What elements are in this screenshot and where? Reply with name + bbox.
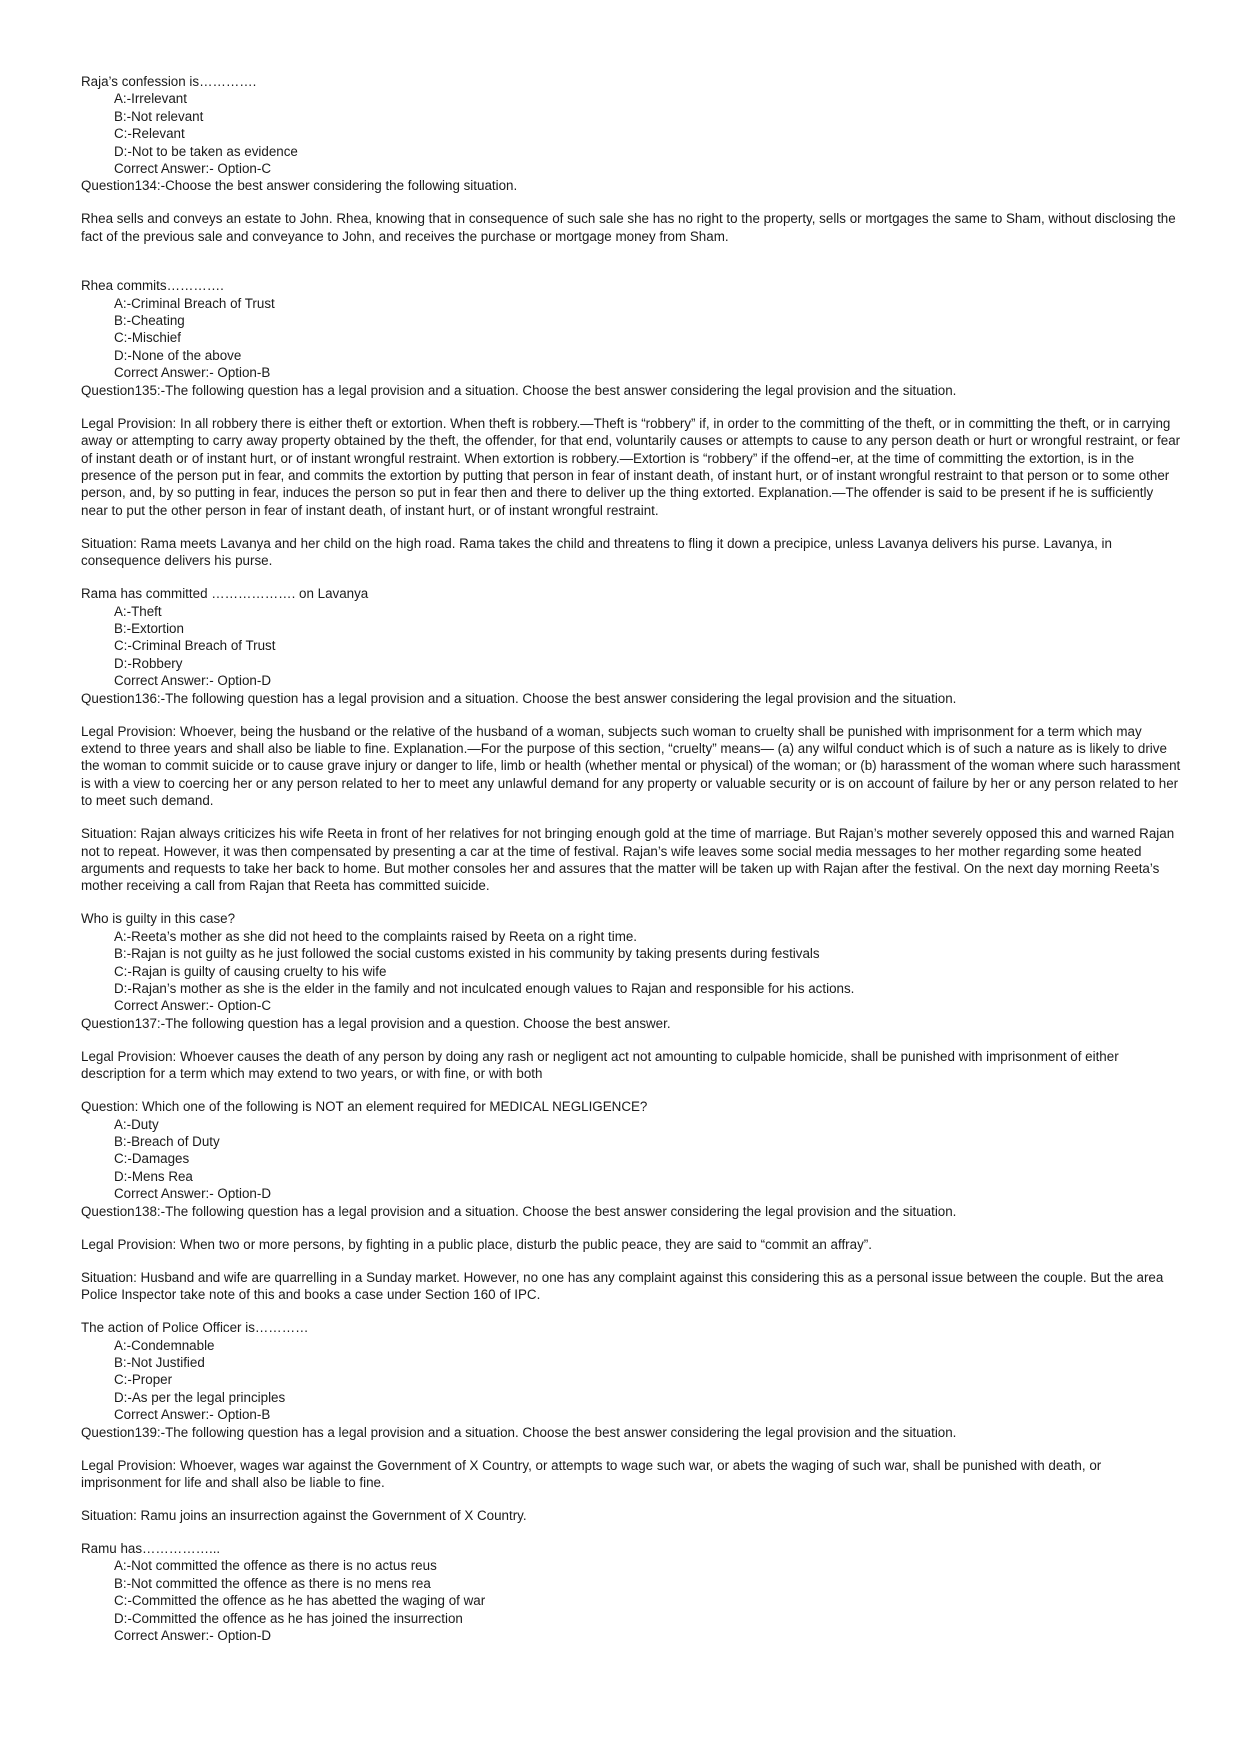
situation-text: Situation: Rama meets Lavanya and her child on the high road. Rama takes the child and threatens to fling it down a precipice, unless Lavanya delivers his purse. Lavanya, in consequence delivers his purse. (81, 535, 1112, 569)
correct-answer: Correct Answer:- Option-B (114, 365, 271, 381)
option-b: B:-Not Justified (114, 1354, 205, 1370)
option-c: C:-Mischief (114, 330, 181, 346)
option-b: B:-Extortion (114, 620, 184, 636)
question-stem: Who is guilty in this case? (81, 911, 236, 927)
question-header: Question136:-The following question has a legal provision and a situation. Choose the best answer considering the legal provision and the situation. (81, 690, 957, 706)
option-a: A:-Duty (114, 1116, 159, 1132)
option-d: D:-Committed the offence as he has joined the insurrection (114, 1610, 463, 1626)
correct-answer: Correct Answer:- Option-D (114, 1627, 272, 1643)
question-header: Question138:-The following question has a legal provision and a situation. Choose the best answer considering the legal provision and the situation. (81, 1203, 957, 1219)
option-d: D:-As per the legal principles (114, 1389, 286, 1405)
correct-answer: Correct Answer:- Option-B (114, 1407, 271, 1423)
option-c: C:-Committed the offence as he has abetted the waging of war (114, 1593, 486, 1609)
option-d: D:-Not to be taken as evidence (114, 143, 298, 159)
legal-provision-text: Legal Provision: Whoever, being the husband or the relative of the husband of a woman, subjects such woman to cruelty shall be punished with imprisonment for a term which may extend to three years and shall also be liable to fine. Explanation.—For the purpose of this section, “cruelty” means— (a) any wilful conduct which is of such a nature as is likely to drive the woman to commit suicide or to cause grave injury or danger to life, limb or health (whether mental or physical) of the woman; or (b) harassment of the woman where such harassment is with a view to coercing her or any person related to her to meet any unlawful demand for any property or valuable security or is on account of failure by her or any person related to her to meet such demand. (81, 723, 1181, 809)
question-stem: Question: Which one of the following is NOT an element required for MEDICAL NEGLIGENCE? (81, 1099, 648, 1115)
option-b: B:-Rajan is not guilty as he just followed the social customs existed in his community by taking presents during festivals (114, 946, 820, 962)
option-a: A:-Irrelevant (114, 91, 187, 107)
option-d: D:-None of the above (114, 347, 242, 363)
legal-provision-text: Legal Provision: In all robbery there is either theft or extortion. When theft is robbery.—Theft is “robbery” if, in order to the committing of the theft, or in committing the theft, or in carrying away or attempting to carry away property obtained by the theft, the offender, for that end, voluntarily causes or attempts to cause to any person death or hurt or wrongful restraint, or fear of instant death or of instant hurt, or of instant wrongful restraint. When extortion is robbery.—Extortion is “robbery” if the offend¬er, at the time of committing the extortion, is in the presence of the person put in fear, and commits the extortion by putting that person in fear of instant death, of instant hurt, or of instant wrongful restraint to that person or to some other person, and, by so putting in fear, induces the person so put in fear then and there to deliver up the thing extorted. Explanation.—The offender is said to be present if he is sufficiently near to put the other person in fear of instant death, of instant hurt, or of instant wrongful restraint. (81, 415, 1181, 518)
legal-provision-text: Legal Provision: Whoever, wages war against the Government of X Country, or attempts to wage such war, or abets the waging of such war, shall be punished with death, or imprisonment for life and shall also be liable to fine. (81, 1457, 1102, 1490)
correct-answer: Correct Answer:- Option-C (114, 998, 272, 1014)
question-stem: Rama has committed ………………. on Lavanya (81, 586, 369, 602)
situation-text: Situation: Ramu joins an insurrection against the Government of X Country. (81, 1507, 527, 1523)
question-header: Question139:-The following question has a legal provision and a situation. Choose the best answer considering the legal provision and the situation. (81, 1424, 957, 1440)
option-c: C:-Proper (114, 1372, 173, 1388)
option-b: B:-Breach of Duty (114, 1134, 220, 1150)
legal-provision-text: Legal Provision: Whoever causes the death of any person by doing any rash or negligent act not amounting to culpable homicide, shall be punished with imprisonment of either description for a term which may extend to two years, or with fine, or with both (81, 1048, 1119, 1082)
situation-text: Rhea sells and conveys an estate to John. Rhea, knowing that in consequence of such sale she has no right to the property, sells or mortgages the same to Sham, without disclosing the fact of the previous sale and conveyance to John, and receives the purchase or mortgage money from Sham. (81, 211, 1176, 244)
question-stem: The action of Police Officer is………… (81, 1320, 309, 1336)
option-a: A:-Reeta’s mother as she did not heed to the complaints raised by Reeta on a right time. (114, 928, 638, 944)
option-c: C:-Criminal Breach of Trust (114, 638, 276, 654)
correct-answer: Correct Answer:- Option-C (114, 161, 272, 177)
question-stem: Ramu has……………... (81, 1540, 221, 1556)
correct-answer: Correct Answer:- Option-D (114, 673, 272, 689)
option-a: A:-Not committed the offence as there is no actus reus (114, 1558, 437, 1574)
question-header: Question134:-Choose the best answer considering the following situation. (81, 178, 518, 194)
option-d: D:-Robbery (114, 655, 183, 671)
option-c: C:-Rajan is guilty of causing cruelty to his wife (114, 963, 387, 979)
question-stem: Rhea commits…………. (81, 278, 224, 294)
option-d: D:-Mens Rea (114, 1168, 193, 1184)
legal-provision-text: Legal Provision: When two or more persons, by fighting in a public place, disturb the public peace, they are said to “commit an affray”. (81, 1236, 872, 1252)
option-d: D:-Rajan’s mother as she is the elder in the family and not inculcated enough values to Rajan and responsible for his actions. (114, 981, 855, 997)
option-a: A:-Theft (114, 603, 162, 619)
option-c: C:-Relevant (114, 126, 185, 142)
correct-answer: Correct Answer:- Option-D (114, 1186, 272, 1202)
option-b: B:-Not committed the offence as there is no mens rea (114, 1575, 431, 1591)
option-b: B:-Not relevant (114, 108, 204, 124)
question-header: Question135:-The following question has a legal provision and a situation. Choose the best answer considering the legal provision and the situation. (81, 382, 957, 398)
option-a: A:-Condemnable (114, 1337, 215, 1353)
situation-text: Situation: Rajan always criticizes his wife Reeta in front of her relatives for not bringing enough gold at the time of marriage. But Rajan’s mother severely opposed this and warned Rajan not to repeat. However, it was then compensated by presenting a car at the time of festival. Rajan’s wife leaves some social media messages to her mother regarding some heated arguments and requests to take her back to home. But mother consoles her and assures that the matter will be taken up with Rajan after the festival. On the next day morning Reeta’s mother receiving a call from Rajan that Reeta has committed suicide. (81, 826, 1175, 894)
option-a: A:-Criminal Breach of Trust (114, 295, 275, 311)
question-stem: Raja’s confession is…………. (81, 74, 257, 89)
situation-text: Situation: Husband and wife are quarrelling in a Sunday market. However, no one has any complaint against this considering this as a personal issue between the couple. But the area Police Inspector take note of this and books a case under Section 160 of IPC. (81, 1269, 1164, 1303)
option-c: C:-Damages (114, 1151, 190, 1167)
option-b: B:-Cheating (114, 313, 185, 329)
question-header: Question137:-The following question has a legal provision and a question. Choose the best answer. (81, 1015, 671, 1031)
